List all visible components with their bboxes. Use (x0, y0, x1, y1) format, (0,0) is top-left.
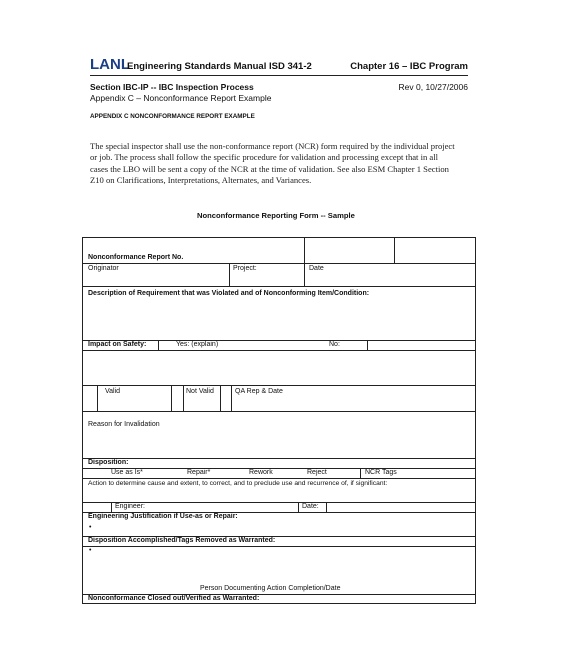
divider (158, 340, 159, 350)
form-title: Nonconformance Reporting Form -- Sample (197, 211, 355, 220)
appendix-subtitle: Appendix C – Nonconformance Report Example (90, 93, 272, 103)
divider (83, 458, 475, 459)
divider (304, 238, 305, 263)
divider (231, 385, 232, 411)
divider (83, 411, 475, 412)
divider (171, 385, 172, 411)
divider (83, 350, 475, 351)
qa-rep-date-label: QA Rep & Date (235, 388, 283, 395)
impact-on-safety-label: Impact on Safety: (88, 341, 147, 348)
project-label: Project: (233, 265, 257, 272)
manual-title: Engineering Standards Manual ISD 341-2 (127, 61, 312, 72)
yes-explain-label: Yes: (explain) (176, 341, 219, 348)
lanl-logo: LANL (90, 56, 130, 73)
divider (111, 502, 112, 512)
divider (83, 385, 475, 386)
reject-label: Reject (307, 469, 327, 476)
engineer-label: Engineer: (115, 503, 145, 510)
bullet: • (89, 524, 92, 531)
intro-line: Z10 on Clarifications, Interpretations, Alternates, and Variances. (90, 175, 312, 186)
divider (367, 340, 368, 350)
not-valid-label: Not Valid (186, 388, 214, 395)
intro-line: cases the LBO will be sent a copy of the NCR at the time of validation. See also ESM Chapter 1 Section (90, 163, 449, 174)
divider (394, 238, 395, 263)
date-label: Date (309, 265, 324, 272)
person-documenting-label: Person Documenting Action Completion/Date (200, 585, 341, 592)
date2-label: Date: (302, 503, 319, 510)
disposition-accomplished-label: Disposition Accomplished/Tags Removed as Warranted: (88, 537, 276, 544)
divider (83, 546, 475, 547)
divider (326, 502, 327, 512)
header-rule (90, 75, 468, 76)
report-no-label: Nonconformance Report No. (88, 254, 184, 261)
closed-out-label: Nonconformance Closed out/Verified as Warranted: (88, 595, 260, 602)
rework-label: Rework (249, 469, 273, 476)
originator-label: Originator (88, 265, 119, 272)
appendix-heading: APPENDIX C NONCONFORMANCE REPORT EXAMPLE (90, 113, 255, 120)
use-as-is-label: Use as Is* (111, 469, 143, 476)
chapter-title: Chapter 16 – IBC Program (350, 61, 468, 72)
divider (304, 263, 305, 286)
repair-label: Repair* (187, 469, 211, 476)
revision: Rev 0, 10/27/2006 (398, 82, 468, 92)
intro-line: or job. The process shall follow the specific procedure for validation and processing except that in all (90, 152, 439, 163)
divider (298, 502, 299, 512)
section-title: Section IBC-IP -- IBC Inspection Process (90, 82, 254, 92)
divider (220, 385, 221, 411)
divider (97, 385, 98, 411)
valid-label: Valid (105, 388, 121, 395)
action-text: Action to determine cause and extent, to correct, and to preclude use and recurrence of, if significant: (88, 480, 388, 487)
reason-invalidation-label: Reason for Invalidation (88, 421, 160, 428)
intro-paragraph (90, 141, 455, 187)
divider (83, 286, 475, 287)
eng-justification-label: Engineering Justification if Use-as or Repair: (88, 513, 238, 520)
ncr-tags-label: NCR Tags (365, 469, 397, 476)
bullet: • (89, 547, 92, 554)
divider (183, 385, 184, 411)
nonconformance-form (82, 237, 476, 604)
no-label: No: (329, 341, 340, 348)
divider (360, 468, 361, 478)
description-label: Description of Requirement that was Violated and of Nonconforming Item/Condition: (88, 290, 370, 297)
divider (83, 263, 475, 264)
intro-line: The special inspector shall use the non-conformance report (NCR) form required by the individual project (90, 141, 455, 151)
divider (83, 478, 475, 479)
divider (229, 263, 230, 286)
disposition-label: Disposition: (88, 459, 129, 466)
